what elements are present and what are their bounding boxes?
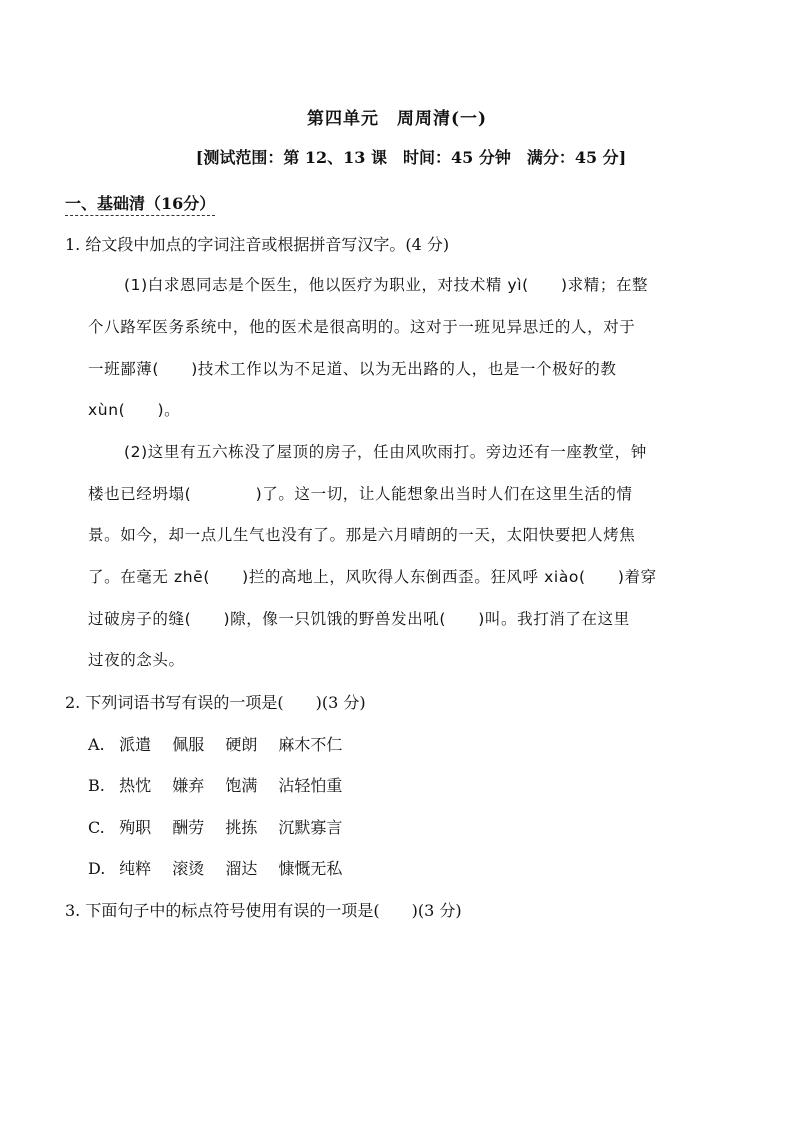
- option-word: 热忱: [119, 776, 152, 795]
- option-word: 溜达: [225, 859, 258, 878]
- option-word: 饱满: [225, 776, 258, 795]
- q1-passage2-line: (2)这里有五六栋没了屋顶的房子，任由风吹雨打。旁边还有一座教堂，钟: [124, 443, 647, 461]
- q1-passage2-line: 景。如今，却一点儿生气也没有了。那是六月晴朗的一天，太阳快要把人烤焦: [88, 526, 636, 544]
- option-letter: B.: [88, 776, 105, 795]
- q2-option-c[interactable]: [88, 815, 358, 838]
- q1-passage1-line: 一班鄙薄( )技术工作以为不足道、以为无出路的人，也是一个极好的教: [88, 360, 617, 378]
- option-word: 挑拣: [225, 818, 258, 837]
- q1-passage1-line: (1)白求恩同志是个医生，他以医疗为职业，对技术精 yì( )求精；在整: [124, 276, 649, 294]
- test-scope-subtitle: [测试范围：第 12、13 课 时间：45 分钟 满分：45 分]: [195, 148, 627, 167]
- q2-option-a[interactable]: [88, 732, 358, 755]
- option-letter: A.: [88, 735, 105, 754]
- q1-passage2-line: 过破房子的缝( )隙，像一只饥饿的野兽发出吼( )叫。我打消了在这里: [88, 610, 630, 628]
- q2-option-b[interactable]: [88, 773, 358, 796]
- option-word: 麻木不仁: [278, 735, 343, 754]
- option-letter: C.: [88, 818, 105, 837]
- option-word: 派遣: [119, 735, 152, 754]
- option-word: 硬朗: [225, 735, 258, 754]
- option-word: 慷慨无私: [278, 859, 343, 878]
- question-2-stem: 2. 下列词语书写有误的一项是( )(3 分): [65, 693, 366, 712]
- option-word: 沾轻怕重: [278, 776, 343, 795]
- option-word: 佩服: [172, 735, 205, 754]
- q1-passage1-line: xùn( )。: [88, 401, 181, 419]
- question-1-stem: 1. 给文段中加点的字词注音或根据拼音写汉字。(4 分): [65, 235, 450, 254]
- section-heading-basics: 一、基础清（16分）: [65, 191, 215, 216]
- q1-passage1-line: 个八路军医务系统中，他的医术是很高明的。这对于一班见异思迁的人，对于: [88, 318, 636, 336]
- page-title: 第四单元 周周清(一): [306, 109, 488, 129]
- option-letter: D.: [88, 859, 106, 878]
- q2-option-d[interactable]: [88, 856, 358, 879]
- q1-passage2-line: 楼也已经坍塌( )了。这一切，让人能想象出当时人们在这里生活的情: [88, 485, 633, 503]
- option-word: 滚烫: [172, 859, 205, 878]
- option-word: 嫌弃: [172, 776, 205, 795]
- option-word: 沉默寡言: [278, 818, 343, 837]
- question-3-stem: 3. 下面句子中的标点符号使用有误的一项是( )(3 分): [65, 901, 462, 920]
- q1-passage2-line: 了。在毫无 zhē( )拦的高地上，风吹得人东倒西歪。狂风呼 xiào( )着穿: [88, 568, 657, 586]
- option-word: 酬劳: [172, 818, 205, 837]
- option-word: 殉职: [119, 818, 152, 837]
- option-word: 纯粹: [119, 859, 152, 878]
- q1-passage2-line: 过夜的念头。: [88, 651, 185, 669]
